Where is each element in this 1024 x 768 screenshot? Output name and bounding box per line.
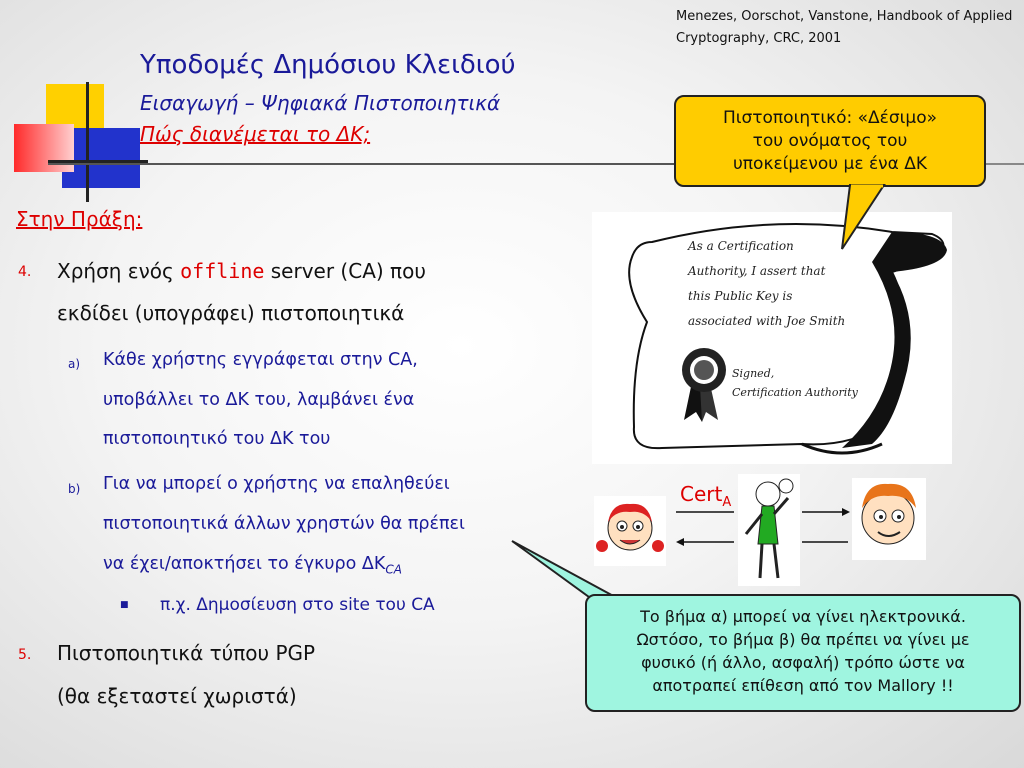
bullet-icon: ■ [120, 600, 129, 610]
offline-highlight: offline [180, 259, 265, 283]
certificate-line: As a Certification [688, 239, 794, 253]
slide-question: Πώς διανέμεται το ΔΚ; [140, 122, 371, 146]
item-4-line2: εκδίδει (υπογράφει) πιστοποιητικά [57, 301, 405, 325]
certificate-line: this Public Key is [688, 289, 793, 303]
callout-certificate-definition: Πιστοποιητικό: «Δέσιμο» του ονόματος του υποκείμενου με ένα ΔΚ [674, 95, 986, 187]
callout-pointer [820, 183, 900, 253]
certificate-line: associated with Joe Smith [688, 314, 846, 328]
decorative-squares-logo [10, 82, 150, 202]
subitem-label: b) [68, 482, 81, 496]
item-number: 5. [18, 647, 32, 663]
subitem-b-line3: να έχει/αποκτήσει το έγκυρο $\Delta K_{CA}$ [103, 554, 402, 577]
item-number: 4. [18, 264, 32, 280]
certificate-line: Authority, I assert that [688, 264, 826, 278]
slide-subtitle: Εισαγωγή – Ψηφιακά Πιστοποιητικά [140, 91, 501, 115]
subitem-a-line1: Κάθε χρήστης εγγράφεται στην CA, [103, 350, 418, 370]
arrow-right-icon [676, 508, 850, 516]
subitem-a-line3: πιστοποιητικό του ΔΚ του [103, 429, 331, 449]
slide-title: Υποδομές Δημόσιου Κλειδιού [140, 50, 516, 80]
reference-citation: Menezes, Oorschot, Vanstone, Handbook of Applied Cryptography, CRC, 2001 [676, 9, 1013, 46]
callout-security-note: Το βήμα α) μπορεί να γίνει ηλεκτρονικά. Ωστόσο, το βήμα β) θα πρέπει να γίνει με φυσικό (ή άλλο, ασφαλή) τρόπο ώστε να αποτραπεί επίθεση από τον Mallory !! [585, 594, 1021, 712]
ribbon-seal-icon [674, 342, 734, 422]
item-5-text: Πιστοποιητικά τύπου PGP [57, 641, 316, 665]
subitem-a-line2: υποβάλλει το ΔΚ του, λαμβάνει ένα [103, 390, 415, 410]
subitem-b-line1: Για να μπορεί ο χρήστης να επαληθεύει [103, 474, 450, 494]
arrow-left-icon [676, 538, 848, 546]
boy-cartoon [852, 478, 926, 560]
certificate-signer: Certification Authority [732, 386, 858, 399]
bullet-text: π.χ. Δημοσίευση στο site του CA [160, 595, 435, 615]
title-divider [48, 163, 688, 165]
certificate-signed: Signed, [732, 367, 775, 380]
exchange-arrows [672, 500, 852, 550]
item-5-note: (θα εξεταστεί χωριστά) [57, 684, 297, 708]
item-4-line1: Χρήση ενός offline server (CA) που [57, 259, 426, 283]
subitem-label: a) [68, 357, 81, 371]
cert-label: Cert$_A$ [680, 482, 732, 510]
subitem-b-line2: πιστοποιητικά άλλων χρηστών θα πρέπει [103, 514, 465, 534]
section-heading: Στην Πράξη: [16, 207, 143, 231]
